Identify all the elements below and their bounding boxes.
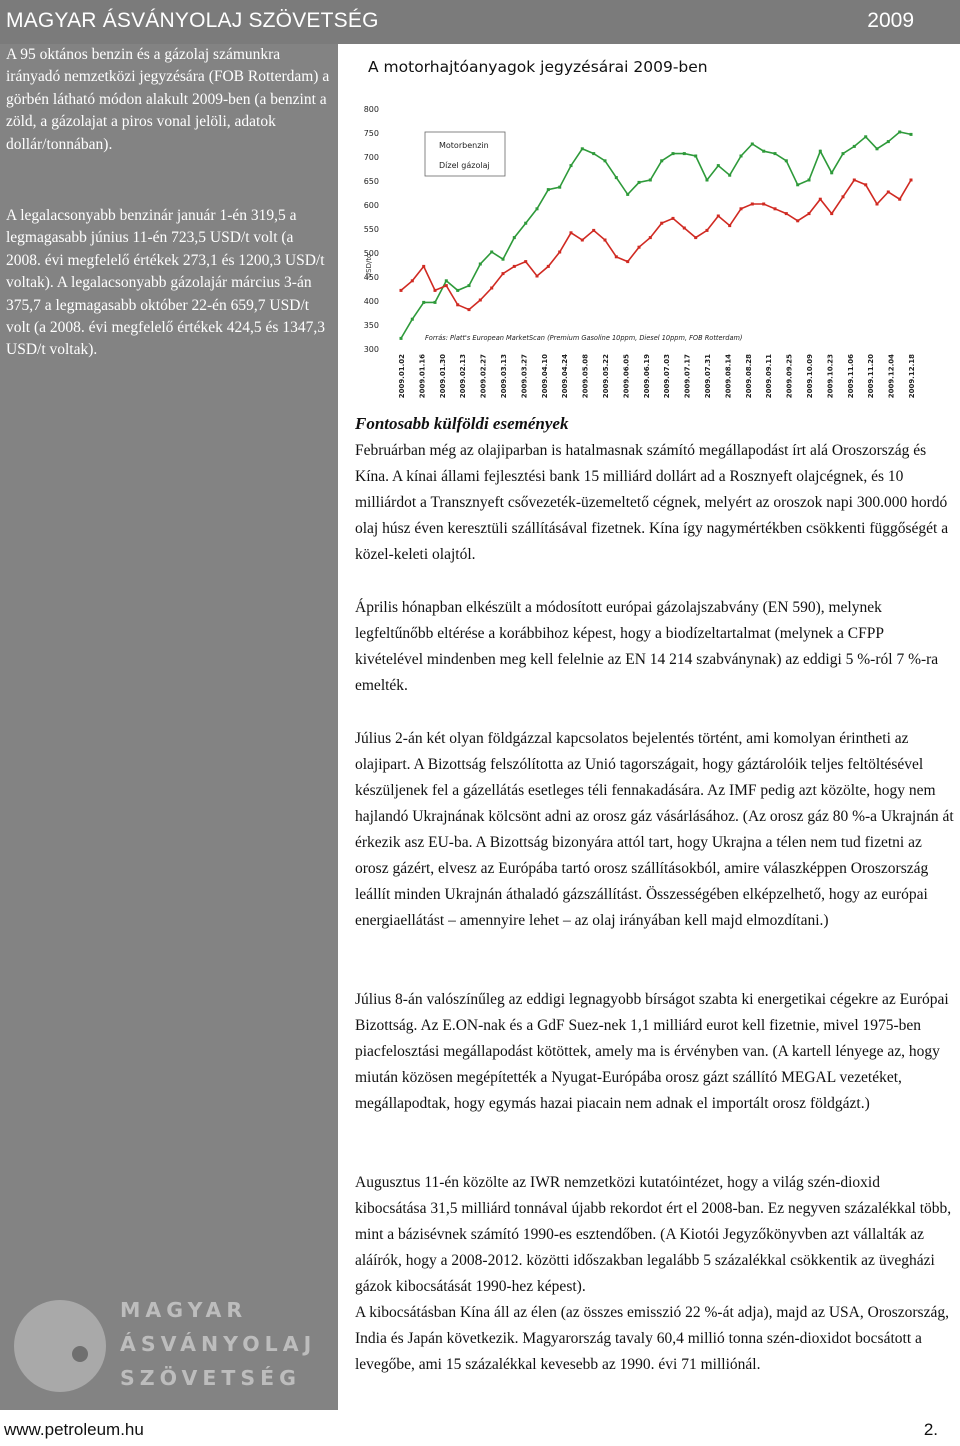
series-point (524, 260, 527, 263)
logo-circle-icon (14, 1300, 106, 1392)
series-point (581, 147, 584, 150)
series-point (774, 207, 777, 210)
series-point (524, 222, 527, 225)
series-point (876, 147, 879, 150)
series-point (468, 284, 471, 287)
series-point (819, 150, 822, 153)
series-point (604, 159, 607, 162)
series-point (717, 215, 720, 218)
series-point (490, 287, 493, 290)
series-point (796, 219, 799, 222)
series-point (683, 152, 686, 155)
series-point (536, 207, 539, 210)
page-number: 2. (923, 1420, 938, 1439)
series-point (422, 301, 425, 304)
series-point (502, 272, 505, 275)
chart-source-note: Forrás: Platt's European MarketScan (Premium Gasoline 10ppm, Diesel 10ppm, FOB Rotterdam) (425, 334, 743, 342)
series-point (842, 195, 845, 198)
series-point (660, 159, 663, 162)
x-tick-label: 2009.09.11 (765, 354, 774, 399)
y-tick-label: 500 (363, 249, 379, 258)
series-point (842, 152, 845, 155)
x-tick-label: 2009.10.09 (806, 354, 814, 399)
series-point (411, 318, 414, 321)
series-point (740, 155, 743, 158)
x-tick-label: 2009.11.06 (846, 354, 855, 399)
header-year: 2009 (867, 9, 914, 32)
series-point (774, 152, 777, 155)
series-point (570, 164, 573, 167)
series-point (694, 236, 697, 239)
series-point (751, 143, 754, 146)
sidebar (0, 44, 338, 1410)
series-point (649, 179, 652, 182)
legend-entry-motorbenzin: Motorbenzin (439, 141, 489, 150)
x-tick-label: 2009.06.19 (642, 354, 651, 399)
y-tick-label: 350 (363, 321, 379, 330)
series-point (910, 179, 913, 182)
x-tick-label: 2009.02.13 (459, 354, 468, 399)
series-point (740, 207, 743, 210)
x-tick-label: 2009.04.10 (540, 354, 549, 399)
series-point (683, 227, 686, 230)
series-point (479, 263, 482, 266)
series-point (445, 279, 448, 282)
x-tick-label: 2009.03.27 (520, 354, 529, 399)
series-point (694, 155, 697, 158)
series-point (445, 284, 448, 287)
x-tick-label: 2009.04.24 (561, 354, 570, 399)
series-point (547, 188, 550, 191)
series-point (536, 275, 539, 278)
series-point (558, 186, 561, 189)
paragraph-1: Februárban még az olajiparban is hatalmasnak számító megállapodást írt alá Oroszország és Kína. A kínai állami fejlesztési bank 15 milliárd dollárt ad a Rosznyeft olajcégnek, és 10 milliárdot a Transznyeft csővezeték-üzemeltető cégnek, melyért az oroszok napi 300.000 hordó olaj húsz éven keresztüli szállításával fizetnek. Kína így nagymértékben csökkenti függőségét a közel-keleti olajtól. (355, 442, 949, 563)
series-point (456, 289, 459, 292)
chart-title: A motorhajtóanyagok jegyzésárai 2009-ben (368, 58, 708, 76)
section-heading: Fontosabb külföldi események (355, 414, 569, 433)
series-point (751, 203, 754, 206)
y-tick-label: 650 (363, 177, 379, 186)
y-tick-label: 800 (363, 105, 379, 114)
series-point (660, 222, 663, 225)
series-point (626, 260, 629, 263)
series-point (762, 203, 765, 206)
series-point (468, 308, 471, 311)
x-tick-label: 2009.10.23 (826, 354, 835, 399)
series-point (728, 224, 731, 227)
x-tick-label: 2009.01.02 (398, 354, 406, 399)
series-point (864, 135, 867, 138)
paragraph-3: Július 2-án két olyan földgázzal kapcsolatos bejelentés történt, ami komolyan érintheti az olajipart. A Bizottság felszólította az Unió tagországait, hogy gáztárolóik teljes feltöltésével készüljenek fel a gázellátás esetleges téli fennakadására. Az IMF pedig azt közölte, hogy nem hajlandó Ukrajnának kölcsönt adni az orosz gáz vásárlásához. (Az orosz gáz 80 %-a Ukrajnán át érkezik asz EU-ba. A Bizottság bizonyára attól tart, hogy Ukrajna a télen nem tud fizetni az orosz gázért, elvesz az Európába tartó orosz szállításokból, amire válaszképpen Oroszország leállít minden Ukrajnán áthaladó gázszállítást. Összességében elképzelhető, hogy az európai energiaellátást – amennyire lehet – az olaj irányában kell majd elmozdítani.) (355, 730, 954, 929)
logo-dot-icon (72, 1346, 88, 1362)
series-point (876, 203, 879, 206)
price-chart (355, 86, 935, 404)
x-tick-label: 2009.08.14 (724, 354, 733, 399)
series-point (717, 164, 720, 167)
y-tick-label: 450 (363, 273, 379, 282)
series-point (400, 289, 403, 292)
legend-entry-dizel: Dízel gázolaj (439, 161, 490, 170)
series-point (411, 279, 414, 282)
association-logo (14, 1298, 334, 1398)
header-brand: MAGYAR ÁSVÁNYOLAJ SZÖVETSÉG (6, 9, 379, 32)
series-point (864, 183, 867, 186)
series-point (853, 145, 856, 148)
series-point (706, 179, 709, 182)
series-point (638, 246, 641, 249)
sidebar-paragraph-2: A legalacsonyabb benzinár január 1-én 319,5 a legmagasabb június 11-én 723,5 USD/t volt (a 2008. évi megfelelő értékek 273,1 és 1200,3 USD/t voltak). A legalacsonyabb gázolajár március 3-án 375,7 a legmagasabb október 22-én 659,7 USD/t volt (a 2008. évi megfelelő értékek 424,5 és 1347,3 USD/t voltak). (6, 207, 325, 359)
series-point (434, 301, 437, 304)
series-point (615, 176, 618, 179)
x-tick-label: 2009.01.30 (438, 354, 447, 399)
series-point (615, 255, 618, 258)
footer-url[interactable]: www.petroleum.hu (4, 1420, 144, 1439)
series-point (728, 174, 731, 177)
series-point (808, 179, 811, 182)
series-point (706, 229, 709, 232)
x-tick-label: 2009.07.03 (663, 354, 672, 399)
header-bar (0, 0, 960, 44)
paragraph-6: A kibocsátásban Kína áll az élen (az összes emisszió 22 %-át adja), majd az USA, Oroszország, India és Japán következik. Magyarország tavaly 60,4 millió tonna szén-dioxidot bocsátott a levegőbe, ami 15 százalékkal kevesebb az 1990. évi 71 milliónál. (355, 1304, 949, 1373)
x-tick-label: 2009.12.18 (908, 354, 916, 399)
y-tick-label: 750 (363, 129, 379, 138)
series-point (887, 140, 890, 143)
logo-word-3: SZÖVETSÉG (120, 1366, 301, 1390)
footer (0, 1410, 960, 1446)
series-point (796, 183, 799, 186)
series-point (570, 231, 573, 234)
x-tick-label: 2009.02.27 (479, 354, 488, 399)
series-point (785, 159, 788, 162)
paragraph-4: Július 8-án valószínűleg az eddigi legnagyobb bírságot szabta ki energetikai cégekre az Európai Bizottság. Az E.ON-nak és a GdF Suez-nek 1,1 milliárd eurot kell fizetnie, mivel 1975-ben piacfelosztási megállapodást kötöttek, amely ma is érvényben van. (A kartell lényege az, hogy miután közösen megépítették a Nyugat-Európába orosz gázt szállító MEGAL vezetéket, megállapodtak, hogy egymás hazai piacain nem adnak el importált orosz földgázt.) (355, 991, 949, 1112)
y-tick-label: 600 (363, 201, 379, 210)
series-point (400, 337, 403, 340)
x-tick-label: 2009.09.25 (785, 354, 794, 399)
series-point (898, 131, 901, 134)
x-tick-label: 2009.07.17 (683, 354, 692, 399)
logo-word-1: MAGYAR (120, 1298, 248, 1322)
series-point (830, 212, 833, 215)
y-axis-label: USD/to (365, 253, 373, 278)
series-point (762, 150, 765, 153)
paragraph-5: Augusztus 11-én közölte az IWR nemzetközi kutatóintézet, hogy a világ szén-dioxid kibocsátása 31,5 milliárd tonnával újabb rekordot ért el 2008-ban. Ez negyven százalékkal több, mint a bázisévnek számító 1990-es esztendőben. (A Kiotói Jegyzőkönyvben azt vállalták az aláírók, hogy a 2008-2012. közötti időszakban legalább 5 százalékkal csökkentik az üvegházi gázok kibocsátását 1990-hez képest). (355, 1174, 952, 1295)
series-point (434, 289, 437, 292)
y-tick-label: 550 (363, 225, 379, 234)
series-point (626, 193, 629, 196)
x-tick-label: 2009.07.31 (704, 354, 712, 399)
series-point (604, 239, 607, 242)
series-point (558, 251, 561, 254)
x-tick-label: 2009.05.22 (602, 354, 610, 399)
x-tick-label: 2009.12.04 (887, 354, 896, 399)
series-point (785, 212, 788, 215)
series-point (422, 265, 425, 268)
series-point (830, 171, 833, 174)
series-point (490, 251, 493, 254)
series-point (910, 133, 913, 136)
paragraph-2: Április hónapban elkészült a módosított európai gázolajszabvány (EN 590), melynek legfeltűnőbb eltérése a korábbihoz képest, hogy a biodízeltartalmat (melynek a CFPP kivételével mindenben meg kell felelnie az EN 14 214 szabványnak) az eddigi 5 %-ról 7 %-ra emelték. (355, 599, 939, 694)
series-point (808, 212, 811, 215)
series-line-dizel (401, 180, 911, 310)
series-point (547, 265, 550, 268)
series-point (819, 198, 822, 201)
x-tick-label: 2009.08.28 (744, 354, 753, 399)
series-point (456, 303, 459, 306)
series-point (592, 152, 595, 155)
series-point (898, 198, 901, 201)
series-point (592, 229, 595, 232)
series-point (581, 239, 584, 242)
series-point (649, 236, 652, 239)
x-tick-label: 2009.06.05 (622, 354, 631, 399)
y-tick-label: 400 (363, 297, 379, 306)
series-point (638, 181, 641, 184)
series-point (513, 265, 516, 268)
y-tick-label: 300 (363, 345, 379, 354)
series-point (502, 258, 505, 261)
series-point (887, 191, 890, 194)
series-point (672, 152, 675, 155)
series-point (672, 217, 675, 220)
x-tick-label: 2009.01.16 (418, 354, 427, 399)
x-tick-label: 2009.03.13 (500, 354, 508, 399)
x-tick-label: 2009.05.08 (581, 354, 590, 399)
logo-word-2: ÁSVÁNYOLAJ (120, 1332, 317, 1356)
y-tick-label: 700 (363, 153, 379, 162)
x-tick-label: 2009.11.20 (867, 354, 876, 399)
sidebar-paragraph-1: A 95 oktános benzin és a gázolaj számunkra irányadó nemzetközi jegyzésára (FOB Rotterdam) a görbén látható módon alakult 2009-ben (a benzint a zöld, a gázolajat a piros vonal jelöli, adatok dollár/tonnában). (6, 46, 330, 153)
series-point (513, 236, 516, 239)
series-point (853, 179, 856, 182)
series-point (479, 299, 482, 302)
